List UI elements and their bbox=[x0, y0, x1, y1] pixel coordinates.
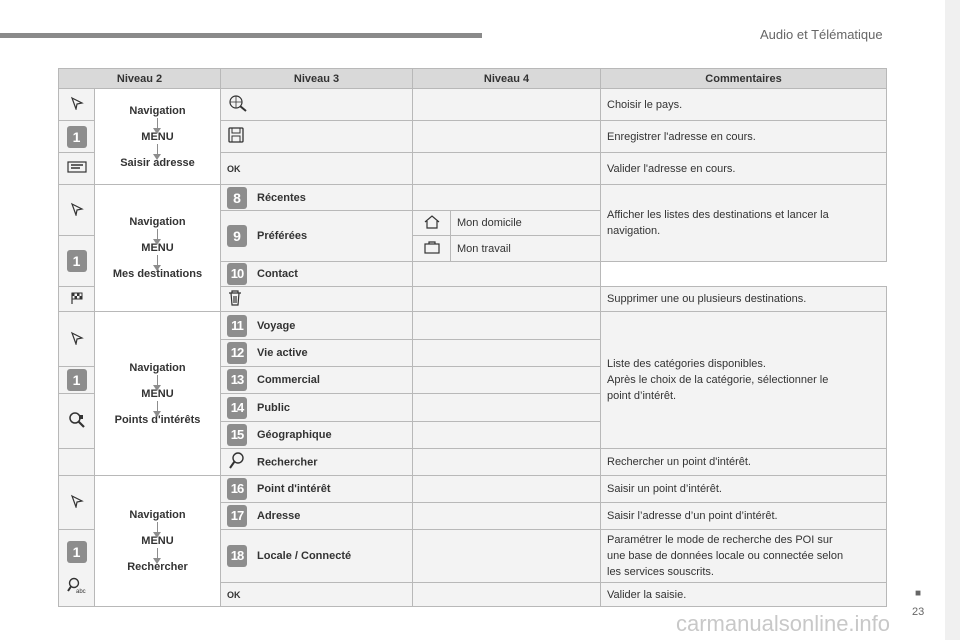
comment-cell: Valider la saisie. bbox=[601, 583, 887, 607]
step-badge: 18 bbox=[227, 545, 247, 567]
poi-icon-cell bbox=[59, 394, 95, 449]
down-arrow-icon bbox=[157, 375, 158, 387]
comment-cell: Valider l'adresse en cours. bbox=[601, 153, 887, 185]
down-arrow-icon bbox=[157, 229, 158, 241]
badge-cell bbox=[59, 236, 95, 287]
page-bullet: ■ bbox=[915, 588, 922, 599]
step-badge: 1 bbox=[67, 126, 87, 148]
comment-cell: Rechercher un point d'intérêt. bbox=[601, 449, 887, 476]
page-header-title: Audio et Télématique bbox=[760, 27, 883, 42]
level3-label: Rechercher bbox=[257, 456, 318, 468]
col-header-niveau3: Niveau 3 bbox=[221, 69, 413, 89]
level4-cell bbox=[413, 287, 601, 312]
level4-cell bbox=[413, 262, 601, 287]
step-badge: 15 bbox=[227, 424, 247, 446]
level4-cell bbox=[413, 476, 601, 503]
navigation-icon-cell bbox=[59, 185, 95, 236]
navigation-arrow-icon bbox=[70, 331, 84, 345]
comment-cell: Afficher les listes des destinations et lancer la navigation. bbox=[601, 185, 887, 262]
nav-step-menu: MENU bbox=[141, 130, 174, 143]
level3-cell bbox=[221, 211, 413, 262]
level3-label: Vie active bbox=[257, 347, 308, 359]
level3-cell bbox=[221, 367, 413, 394]
step-badge: 12 bbox=[227, 342, 247, 364]
level3-cell bbox=[221, 89, 413, 121]
level4-cell bbox=[413, 530, 601, 583]
nav-step-navigation: Navigation bbox=[129, 216, 186, 228]
badge-cell bbox=[59, 121, 95, 153]
level4-cell bbox=[413, 583, 601, 607]
step-badge: 17 bbox=[227, 505, 247, 527]
level3-label: Point d'intérêt bbox=[257, 483, 331, 495]
comment-line: les services souscrits. bbox=[607, 566, 714, 578]
nav-step-saisir-adresse: Saisir adresse bbox=[120, 156, 195, 169]
col-header-niveau2: Niveau 2 bbox=[59, 69, 221, 89]
checkered-flag-icon bbox=[70, 291, 84, 305]
level3-cell bbox=[221, 583, 413, 607]
nav-step-menu: MENU bbox=[141, 387, 174, 400]
table-row bbox=[59, 89, 887, 121]
down-arrow-icon bbox=[157, 401, 158, 413]
down-arrow-icon bbox=[157, 118, 158, 130]
level3-cell bbox=[221, 121, 413, 153]
comment-line: Paramétrer le mode de recherche des POI sur bbox=[607, 534, 833, 546]
nav-path-rechercher bbox=[95, 476, 221, 607]
level4-icon-cell bbox=[413, 236, 451, 262]
step-badge: 9 bbox=[227, 225, 247, 247]
step-badge: 10 bbox=[227, 263, 247, 285]
nav-step-mes-destinations: Mes destinations bbox=[112, 268, 203, 280]
globe-search-icon bbox=[227, 94, 249, 112]
level3-label: Locale / Connecté bbox=[257, 550, 352, 562]
step-badge: 13 bbox=[227, 369, 247, 391]
comment-cell bbox=[601, 530, 887, 583]
table-row bbox=[59, 476, 887, 503]
badge-cell bbox=[59, 367, 95, 394]
navigation-arrow-icon bbox=[70, 202, 84, 216]
col-header-niveau4: Niveau 4 bbox=[413, 69, 601, 89]
comment-cell: Saisir l’adresse d’un point d’intérêt. bbox=[601, 503, 887, 530]
comment-cell bbox=[601, 312, 887, 449]
level3-cell bbox=[221, 185, 413, 211]
level3-cell bbox=[221, 287, 413, 312]
nav-step-navigation: Navigation bbox=[129, 104, 186, 117]
empty-cell bbox=[59, 449, 95, 476]
navigation-icon-cell bbox=[59, 476, 95, 530]
ok-label: OK bbox=[227, 589, 241, 600]
level4-cell bbox=[413, 89, 601, 121]
nav-path-mes-destinations bbox=[95, 185, 221, 312]
level3-label: Voyage bbox=[257, 319, 296, 332]
level3-label: Contact bbox=[257, 268, 298, 280]
watermark: carmanualsonline.info bbox=[676, 611, 891, 636]
svg-text:abc: abc bbox=[75, 589, 86, 595]
comment-cell: Enregistrer l'adresse en cours. bbox=[601, 121, 887, 153]
right-margin-strip bbox=[945, 0, 960, 640]
nav-step-rechercher: Rechercher bbox=[127, 561, 188, 573]
comment-line: Après le choix de la catégorie, sélectionner le bbox=[607, 374, 829, 386]
address-entry-icon bbox=[67, 159, 87, 175]
badge-search-cell bbox=[59, 530, 95, 607]
search-icon bbox=[227, 452, 247, 473]
level4-cell: Mon domicile bbox=[451, 211, 601, 236]
navigation-arrow-icon bbox=[70, 494, 84, 508]
page-number: 23 bbox=[912, 606, 925, 618]
nav-step-points-interets: Points d'intérêts bbox=[114, 413, 201, 426]
level4-cell bbox=[413, 422, 601, 449]
level3-cell bbox=[221, 312, 413, 340]
level4-cell bbox=[413, 367, 601, 394]
level4-cell bbox=[413, 449, 601, 476]
step-badge: 8 bbox=[227, 187, 247, 209]
level3-label: Récentes bbox=[257, 191, 306, 204]
address-icon-cell bbox=[59, 153, 95, 185]
level4-cell bbox=[413, 394, 601, 422]
level4-cell bbox=[413, 503, 601, 530]
level4-cell: Mon travail bbox=[451, 236, 601, 262]
comment-cell: Saisir un point d’intérêt. bbox=[601, 476, 887, 503]
step-badge: 11 bbox=[227, 315, 247, 337]
nav-step-menu: MENU bbox=[141, 535, 174, 547]
level4-cell bbox=[413, 121, 601, 153]
level4-cell bbox=[413, 185, 601, 211]
level3-cell bbox=[221, 394, 413, 422]
level4-cell bbox=[413, 340, 601, 367]
level3-cell bbox=[221, 530, 413, 583]
down-arrow-icon bbox=[157, 255, 158, 267]
step-badge: 1 bbox=[67, 369, 87, 391]
level3-label: Adresse bbox=[257, 510, 301, 522]
comment-cell: Choisir le pays. bbox=[601, 89, 887, 121]
level3-cell bbox=[221, 422, 413, 449]
level3-cell bbox=[221, 262, 413, 287]
down-arrow-icon bbox=[157, 144, 158, 156]
step-badge: 1 bbox=[67, 250, 87, 272]
down-arrow-icon bbox=[157, 522, 158, 534]
poi-search-icon bbox=[68, 411, 86, 429]
navigation-icon-cell bbox=[59, 89, 95, 121]
level3-label: Public bbox=[257, 401, 291, 414]
nav-step-menu: MENU bbox=[141, 242, 174, 254]
table-row bbox=[59, 185, 887, 211]
navigation-menu-table bbox=[58, 68, 887, 607]
level3-label: Préférées bbox=[257, 230, 308, 242]
level3-cell bbox=[221, 340, 413, 367]
level4-cell bbox=[413, 312, 601, 340]
navigation-icon-cell bbox=[59, 312, 95, 367]
step-badge: 16 bbox=[227, 478, 247, 500]
comment-cell: Supprimer une ou plusieurs destinations. bbox=[601, 287, 887, 312]
briefcase-icon bbox=[423, 239, 441, 255]
save-icon bbox=[227, 126, 245, 144]
level3-cell bbox=[221, 153, 413, 185]
level3-label: Commercial bbox=[257, 374, 320, 386]
top-bar bbox=[0, 33, 482, 38]
level3-cell bbox=[221, 449, 413, 476]
ok-label: OK bbox=[227, 163, 241, 174]
comment-line: une base de données locale ou connectée selon bbox=[607, 550, 844, 562]
level4-icon-cell bbox=[413, 211, 451, 236]
nav-step-navigation: Navigation bbox=[129, 361, 186, 374]
navigation-arrow-icon bbox=[70, 96, 84, 110]
comment-line: Liste des catégories disponibles. bbox=[607, 358, 766, 370]
level3-label: Géographique bbox=[257, 429, 332, 441]
table-header-row bbox=[59, 69, 887, 89]
search-abc-icon bbox=[67, 577, 87, 595]
level3-cell bbox=[221, 476, 413, 503]
down-arrow-icon bbox=[157, 548, 158, 560]
level3-cell bbox=[221, 503, 413, 530]
nav-path-points-interets bbox=[95, 312, 221, 476]
trash-icon bbox=[227, 289, 243, 307]
step-badge: 14 bbox=[227, 397, 247, 419]
nav-path-saisir-adresse bbox=[95, 89, 221, 185]
col-header-commentaires: Commentaires bbox=[601, 69, 887, 89]
level4-cell bbox=[413, 153, 601, 185]
nav-step-navigation: Navigation bbox=[129, 509, 186, 521]
comment-line: point d’intérêt. bbox=[607, 390, 677, 402]
home-icon bbox=[423, 214, 441, 230]
step-badge: 1 bbox=[67, 541, 87, 563]
destinations-icon-cell bbox=[59, 287, 95, 312]
table-row bbox=[59, 312, 887, 340]
